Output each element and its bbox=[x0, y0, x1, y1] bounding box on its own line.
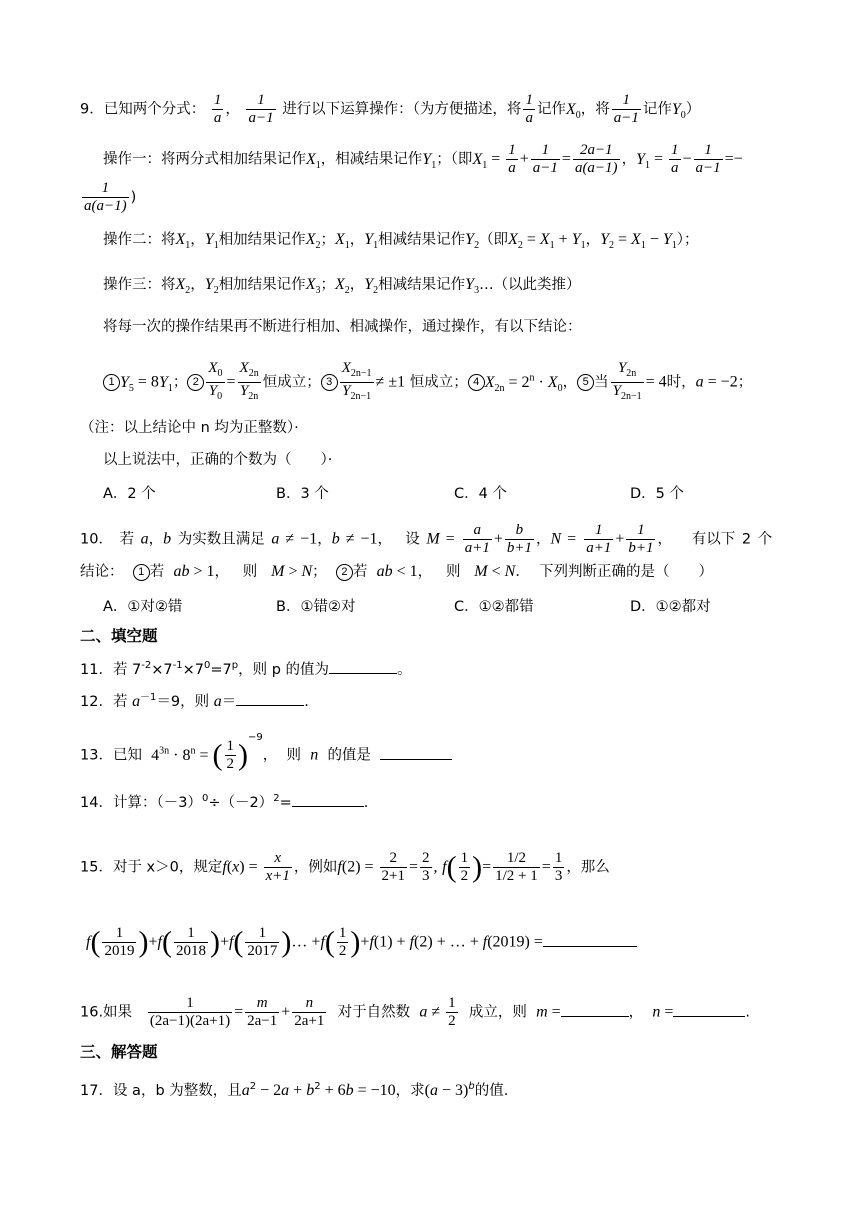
q9-operation-1: 操作一：将两分式相加结果记作$X_1$，相减结果记作$Y_1$；（即$X_1$ = $\frac{1}{a}$ + $\frac{1}{a-1}$ = $\frac{2a-1}{a(a-1)}$ ，$Y_1$ = $\frac{1}{a}$ − $\frac{1}{a-1}$ =− bbox=[103, 142, 743, 176]
option-c[interactable]: C．①②都错 bbox=[454, 599, 534, 615]
option-b[interactable]: B．①错②对 bbox=[276, 599, 356, 615]
q9-operation-3: 操作三：将$X_2$，$Y_2$相加结果记作$X_3$；$X_2$，$Y_2$相减结果记作$Y_3\dots$（以此类推） bbox=[103, 276, 581, 297]
answer-blank[interactable] bbox=[561, 1002, 629, 1017]
option-d[interactable]: D．5 个 bbox=[630, 486, 684, 502]
option-a[interactable]: A．①对②错 bbox=[103, 599, 183, 615]
option-a[interactable]: A．2 个 bbox=[103, 486, 156, 502]
answer-blank[interactable] bbox=[543, 932, 637, 947]
option-c[interactable]: C．4 个 bbox=[454, 486, 507, 502]
option-d[interactable]: D．①②都对 bbox=[630, 599, 711, 615]
fraction: $\frac{1}{a}$ bbox=[525, 92, 533, 126]
q9-ask: 以上说法中，正确的个数为（ ）· bbox=[103, 452, 333, 468]
answer-blank[interactable] bbox=[236, 691, 304, 706]
q9-operation-1-cont: $\frac{1}{a(a-1)}$ ) bbox=[84, 180, 137, 214]
answer-blank[interactable] bbox=[292, 792, 364, 807]
q10-conclusions: 结论： 1 若 ab > 1， 则 M > N； 2 若 ab < 1， 则 M < N． 下列判断正确的是（ ） bbox=[80, 563, 714, 580]
q16: 16.如果 $\frac{1}{(2a-1)(2a+1)}$ = $\frac{m}{2a-1}$ + $\frac{n}{2a+1}$ 对于自然数 a ≠ $\frac{1}{2}$ 成立，则 m = ， n = . bbox=[80, 995, 751, 1029]
q9-conclusions: 1 $Y_5 = 8Y_1$； 2 $\frac{X_0}{Y_0}$ = $\frac{X_{2n}}{Y_{2n}}$ 恒成立； 3 $\frac{X_{2n-1}}{Y_{2n-1}}$ ≠ ±1 恒成立； 4 $X_{2n} = 2^n \cdot X_0$， 5 当 $\frac{Y_{2n}}{Y_{2n-1}}$ = 4时，a = −2； bbox=[103, 360, 752, 405]
fraction: $\frac{1}{a-1}$ bbox=[248, 92, 274, 126]
q9-operation-2: 操作二：将$X_1$，$Y_1$相加结果记作$X_2$；$X_1$，$Y_1$相减结果记作$Y_2$（即$X_2 = X_1 + Y_1$，$Y_2 = X_1 - Y_1$）； bbox=[103, 231, 699, 252]
fraction: $\frac{1}{a}$ bbox=[213, 92, 222, 126]
q17: 17．设 a，b 为整数，且$a^2 - 2a + b^2 + 6b = -10$，求$(a - 3)^b$的值. bbox=[80, 1081, 509, 1099]
q10-stem: 10． 若 a，b 为实数且满足 a ≠ −1，b ≠ −1， 设 M = $\frac{a}{a+1}$ + $\frac{b}{b+1}$ ，N = $\frac{1}{a+1}$ + $\frac{1}{b+1}$ ， 有以下 2 个 bbox=[80, 522, 773, 556]
section-title-solution: 三、解答题 bbox=[80, 1043, 158, 1061]
answer-blank[interactable] bbox=[380, 745, 452, 760]
q9-rule: 将每一次的操作结果再不断进行相加、相减操作，通过操作，有以下结论： bbox=[103, 319, 582, 335]
answer-blank[interactable] bbox=[329, 659, 397, 674]
answer-blank[interactable] bbox=[673, 1002, 745, 1017]
q14: 14．计算：$(-3)^0\div(-2)^2=$ . bbox=[80, 793, 369, 811]
q15-expression: f( $\frac{1}{2019}$ )+f( $\frac{1}{2018}$ )+f( $\frac{1}{2017}$ )… +f( $\frac{1}{2}$ )+f(1) + f(2) + … + f(2019) = bbox=[86, 925, 637, 960]
section-title-fill-in: 二、填空题 bbox=[80, 627, 158, 645]
q15: 15．对于 x＞0，规定f(x) = $\frac{x}{x+1}$ ，例如f(2) = $\frac{2}{2+1}$ = $\frac{2}{3}$ , f( $\frac{1}{2}$ )= $\frac{1/2}{1/2 + 1}$ = $\frac{1}{3}$ ，那么 bbox=[80, 850, 610, 884]
q13: 13．已知 $4^{3n} \cdot 8^n$ = ( $\frac{1}{2}$ )$^{-9}$， 则 n 的值是 bbox=[80, 738, 452, 773]
option-b[interactable]: B．3 个 bbox=[276, 486, 329, 502]
q9-note: （注：以上结论中 n 均为正整数）· bbox=[80, 420, 299, 436]
q11: 11．若 $7^{-2}\times 7^{-1}\times 7^0=7^p$，则 p 的值为 。 bbox=[80, 660, 412, 678]
fraction: $\frac{1}{a-1}$ bbox=[613, 92, 639, 126]
q9-stem: 9．已知两个分式： $\frac{1}{a}$ ， $\frac{1}{a-1}$ 进行以下运算操作：（为方便描述，将 $\frac{1}{a}$ 记作$X_0$，将 $\frac{1}{a-1}$ 记作$Y_0$） bbox=[80, 92, 701, 126]
q12: 12．若 $a^{-1}=9$，则 a＝ . bbox=[80, 692, 309, 710]
